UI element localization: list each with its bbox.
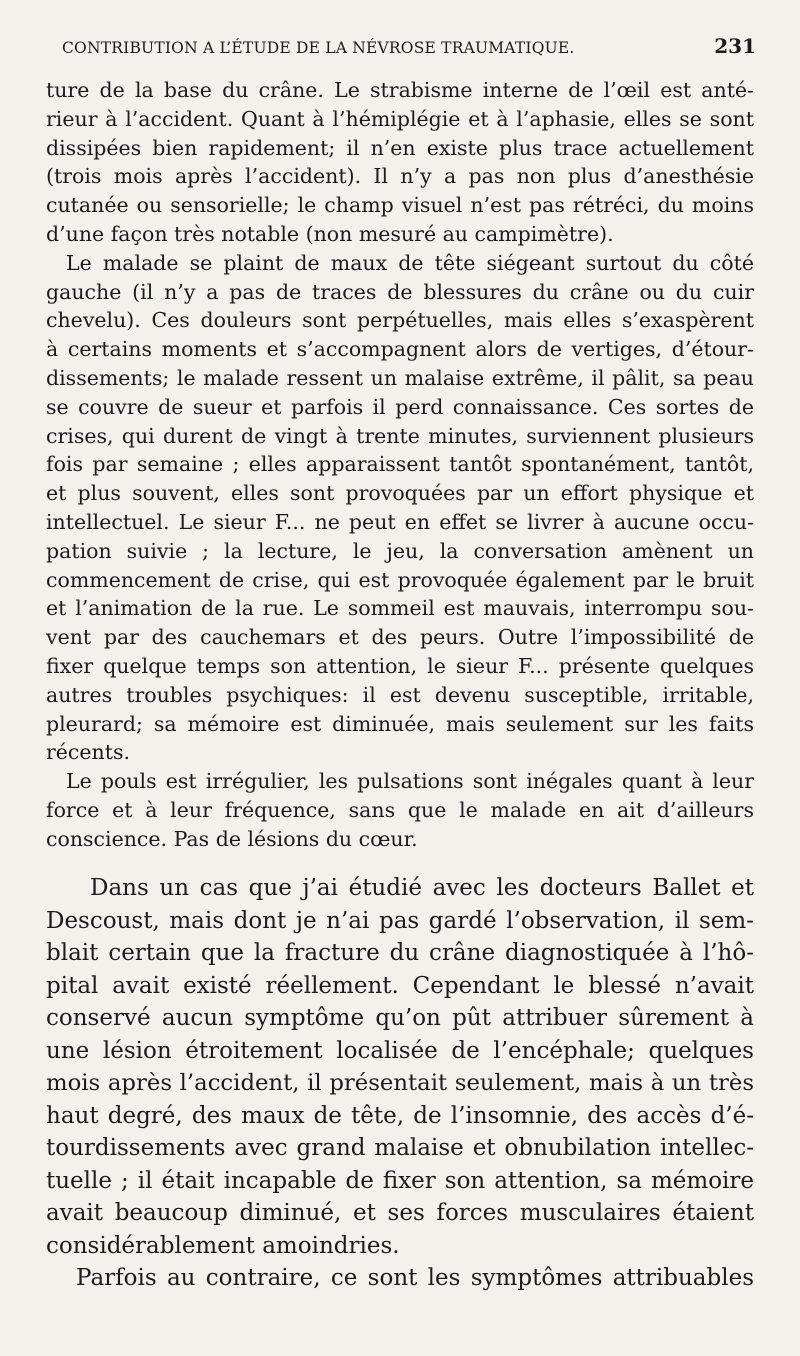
text-line: haut degré, des maux de tête, de l’insomnie, des accès d’é-	[46, 1102, 754, 1129]
text-line: autres troubles psychiques: il est devenu susceptible, irritable,	[46, 682, 754, 707]
text-line: vent par des cauchemars et des peurs. Outre l’impossibilité de	[46, 625, 754, 650]
text-line: fixer quelque temps son attention, le sieur F... présente quelques	[46, 653, 754, 678]
text-line: crises, qui durent de vingt à trente minutes, surviennent plusieurs	[46, 423, 754, 448]
text-line: pital avait existé réellement. Cependant le blessé n’avait	[46, 972, 754, 999]
text-line: avait beaucoup diminué, et ses forces musculaires étaient	[46, 1200, 754, 1226]
text-line: d’une façon très notable (non mesuré au campimètre).	[46, 221, 614, 246]
text-line: tuelle ; il était incapable de fixer son attention, sa mémoire	[46, 1167, 754, 1194]
text-line: conservé aucun symptôme qu’on pût attribuer sûrement à	[46, 1005, 754, 1031]
text-line: ture de la base du crâne. Le strabisme interne de l’œil est anté-	[46, 78, 754, 102]
text-line: pleurard; sa mémoire est diminuée, mais seulement sur les faits	[46, 711, 754, 736]
text-line: à certains moments et s’accompagnent alors de vertiges, d’étour-	[46, 337, 754, 362]
text-line: chevelu). Ces douleurs sont perpétuelles, mais elles s’exaspèrent	[46, 308, 754, 333]
text-line: une lésion étroitement localisée de l’encéphale; quelques	[46, 1037, 754, 1064]
text-line: récents.	[46, 740, 131, 765]
text-line: dissipées bien rapidement; il n’en existe plus trace actuellement	[46, 135, 754, 160]
text-line: Le malade se plaint de maux de tête siégeant surtout du côté	[66, 250, 754, 275]
text-line: force et à leur fréquence, sans que le malade en ait d’ailleurs	[46, 797, 754, 822]
observation-text	[46, 76, 754, 854]
page-number: 231	[714, 34, 756, 58]
text-line: considérablement amoindries.	[46, 1232, 400, 1259]
text-line: cutanée ou sensorielle; le champ visuel n’est pas rétréci, du moins	[46, 193, 754, 218]
running-head: CONTRIBUTION A L’ÉTUDE DE LA NÉVROSE TRAUMATIQUE.	[62, 39, 575, 57]
text-line: pation suivie ; la lecture, le jeu, la conversation amènent un	[46, 538, 754, 563]
text-line: tourdissements avec grand malaise et obnubilation intellec-	[46, 1135, 754, 1161]
body-text	[46, 872, 754, 1295]
text-line: Parfois au contraire, ce sont les symptômes attribuables	[76, 1265, 754, 1291]
text-line: rieur à l’accident. Quant à l’hémiplégie et à l’aphasie, elles se sont	[46, 106, 754, 131]
text-line: fois par semaine ; elles apparaissent tantôt spontanément, tantôt,	[46, 452, 754, 477]
text-line: Dans un cas que j’ai étudié avec les docteurs Ballet et	[90, 875, 754, 901]
text-line: commencement de crise, qui est provoquée également par le bruit	[46, 567, 754, 592]
text-line: blait certain que la fracture du crâne diagnostiquée à l’hô-	[46, 940, 754, 966]
text-line: gauche (il n’y a pas de traces de blessures du crâne ou du cuir	[46, 279, 754, 304]
text-line: et plus souvent, elles sont provoquées par un effort physique et	[46, 481, 754, 506]
text-line: se couvre de sueur et parfois il perd connaissance. Ces sortes de	[46, 394, 754, 419]
page-header	[62, 34, 756, 58]
text-line: mois après l’accident, il présentait seulement, mais à un très	[46, 1070, 754, 1096]
text-line: dissements; le malade ressent un malaise extrême, il pâlit, sa peau	[46, 365, 754, 390]
text-line: et l’animation de la rue. Le sommeil est mauvais, interrompu sou-	[46, 596, 754, 621]
text-line: Le pouls est irrégulier, les pulsations sont inégales quant à leur	[66, 769, 754, 794]
text-line: conscience. Pas de lésions du cœur.	[46, 826, 418, 851]
text-line: (trois mois après l’accident). Il n’y a pas non plus d’anesthésie	[46, 164, 754, 189]
text-line: Descoust, mais dont je n’ai pas gardé l’observation, il sem-	[46, 907, 754, 934]
text-line: intellectuel. Le sieur F... ne peut en effet se livrer à aucune occu-	[46, 509, 754, 534]
